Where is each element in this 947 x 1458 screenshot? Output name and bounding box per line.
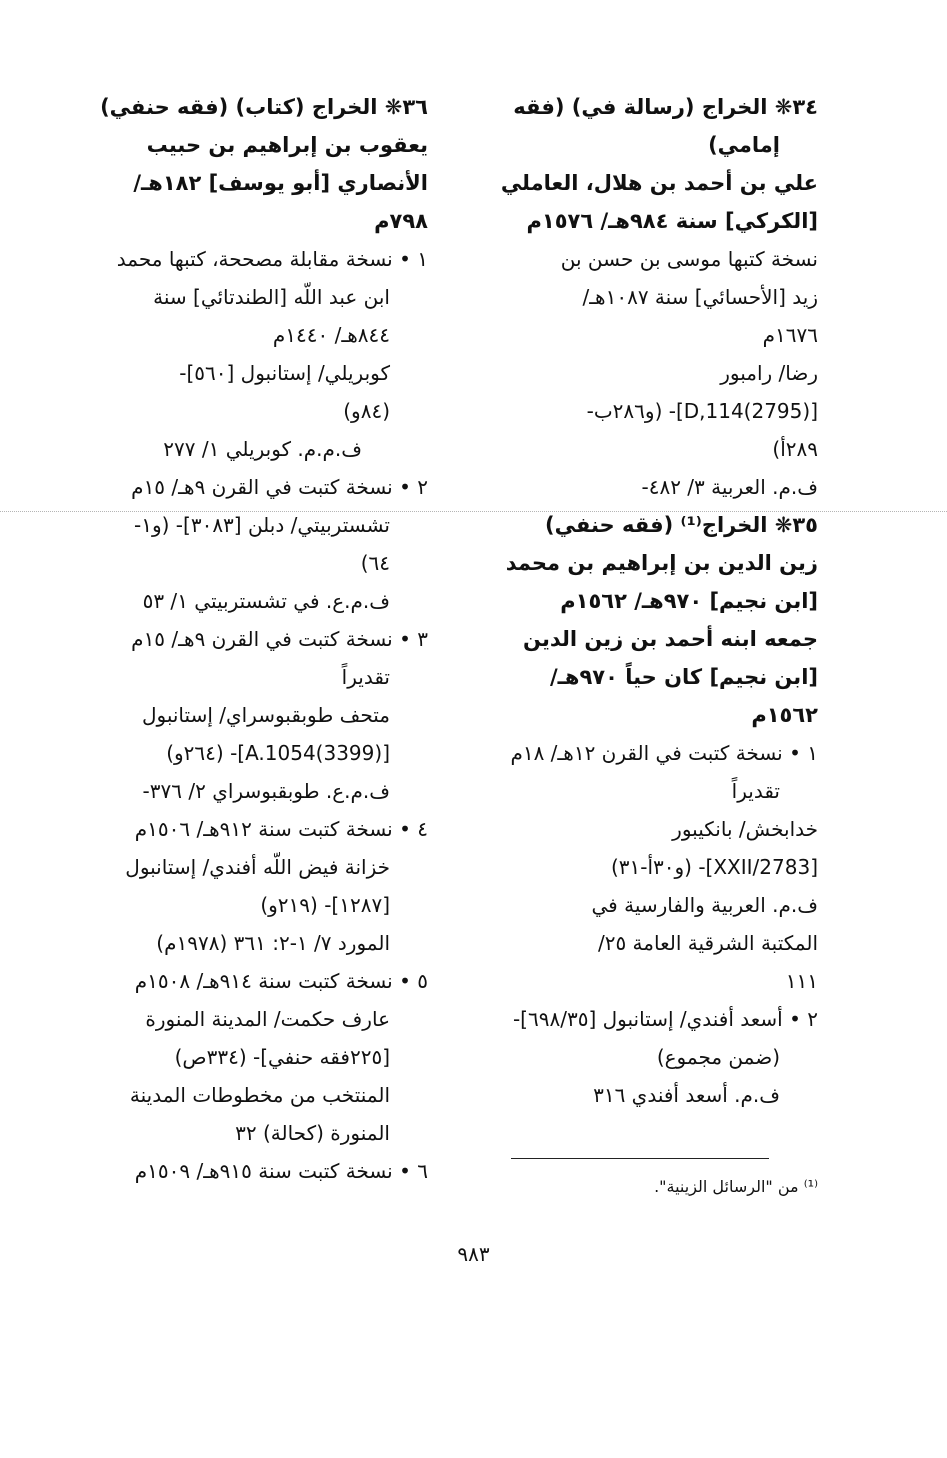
text-line-item-cont: [١٢٨٧]- (٢١٩و): [260, 893, 390, 917]
text-line-item-cont: [٢٢٥فقه حنفي]- (٣٣٤ص): [174, 1045, 390, 1069]
text-line-item-cont: ف.م.ع. طوبقبوسراي ٢/ ٣٧٦-: [142, 779, 390, 803]
text-line-item: ٢ • نسخة كتبت في القرن ٩هـ/ ١٥م: [131, 475, 428, 499]
text-line-author: جمعه ابنه أحمد بن زين الدين: [523, 627, 818, 651]
text-line-item-cont: المنتخب من مخطوطات المدينة: [129, 1083, 390, 1107]
text-line-item-cont: ٦٤): [360, 551, 390, 575]
text-line-heading: ٣٤❋ الخراج (رسالة في) (فقه: [513, 95, 818, 119]
right-column: [488, 88, 818, 1114]
text-line-author: ١٥٦٢م: [751, 703, 818, 727]
text-line-item-cont: متحف طوبقبوسراي/ إستانبول: [141, 703, 390, 727]
text-line-body: [D,114(2795)]- (و٢٨٦ب-: [586, 399, 818, 423]
text-line-item-cont: (٨٤و): [343, 399, 390, 423]
text-line-body: رضا/ رامبور: [720, 361, 818, 385]
text-line-author: [الكركي] سنة ٩٨٤هـ/ ١٥٧٦م: [526, 209, 818, 233]
text-line-item-cont: المنورة (كحالة) ٣٢: [235, 1121, 390, 1145]
text-line-body: زيد [الأحسائي] سنة ١٠٨٧هـ/: [582, 285, 818, 309]
text-line-item-cont2: ف.م.م. كوبريلي ١/ ٢٧٧: [163, 437, 362, 461]
text-line-heading: ٣٦❋ الخراج (كتاب) (فقه حنفي): [100, 95, 428, 119]
text-line-item-cont: المورد ٧/ ١-٢: ٣٦١ (١٩٧٨م): [156, 931, 390, 955]
text-line-body: ١٦٧٦م: [762, 323, 818, 347]
text-line-item-cont: [A.1054(3399)]- (٢٦٤و): [166, 741, 390, 765]
text-line-item-cont: كوبريلي/ إستانبول [٥٦٠]-: [179, 361, 390, 385]
text-line-author: زين الدين بن إبراهيم بن محمد: [505, 551, 818, 575]
text-line-author: علي بن أحمد بن هلال، العاملي: [500, 171, 818, 195]
text-line-item-cont: ف.م.ع. في تشستربيتي ١/ ٥٣: [142, 589, 390, 613]
footnote-rule: [511, 1158, 769, 1159]
text-line-body: ١١١: [785, 969, 818, 993]
text-line-item-cont: ف.م. أسعد أفندي ٣١٦: [593, 1083, 780, 1107]
text-line-item-cont: تقديراً: [731, 779, 780, 803]
text-line-author: ٧٩٨م: [374, 209, 428, 233]
text-line-item-cont: تقديراً: [341, 665, 390, 689]
text-line-item: ٥ • نسخة كتبت سنة ٩١٤هـ/ ١٥٠٨م: [134, 969, 428, 993]
text-line-item: ١ • نسخة مقابلة مصححة، كتبها محمد: [116, 247, 428, 271]
left-column: [100, 88, 428, 1190]
text-line-heading: ٣٥❋ الخراج⁽¹⁾ (فقه حنفي): [545, 513, 818, 537]
text-line-body: ف.م. العربية والفارسية في: [591, 893, 818, 917]
text-line-body: [XXII/2783]- (و٣٠أ-٣١): [610, 855, 818, 879]
text-line-body: ٢٨٩أ): [772, 437, 818, 461]
text-line-item-cont: (ضمن مجموع): [656, 1045, 780, 1069]
text-line-item-cont: ابن عبد اللّه [الطندتائي] سنة: [153, 285, 390, 309]
text-line-author: [ابن نجيم] ٩٧٠هـ/ ١٥٦٢م: [560, 589, 818, 613]
text-line-item: ٢ • أسعد أفندي/ إستانبول [٦٩٨/٣٥]-: [512, 1007, 818, 1031]
footnote: ⁽¹⁾ من "الرسائل الزينية".: [654, 1177, 818, 1196]
text-line-body: المكتبة الشرقية العامة ٢٥/: [597, 931, 818, 955]
text-line-author: [ابن نجيم] كان حياً ٩٧٠هـ/: [550, 665, 818, 689]
text-line-item-cont: تشستربيتي/ دبلن [٣٠٨٣]- (و١-: [134, 513, 390, 537]
page-number: ٩٨٣: [457, 1242, 490, 1266]
text-line-author: يعقوب بن إبراهيم بن حبيب: [146, 133, 428, 157]
text-line-body: خدابخش/ بانكيبور: [672, 817, 818, 841]
text-line-item-cont: عارف حكمت/ المدينة المنورة: [145, 1007, 390, 1031]
text-line-item: ٤ • نسخة كتبت سنة ٩١٢هـ/ ١٥٠٦م: [134, 817, 428, 841]
text-line-item-cont: خزانة فيض اللّه أفندي/ إستانبول: [125, 855, 390, 879]
text-line-author: الأنصاري [أبو يوسف] ١٨٢هـ/: [133, 171, 428, 195]
text-line-item: ١ • نسخة كتبت في القرن ١٢هـ/ ١٨م: [510, 741, 818, 765]
text-line-item: ٦ • نسخة كتبت سنة ٩١٥هـ/ ١٥٠٩م: [134, 1159, 428, 1183]
text-line-body: ف.م. العربية ٣/ ٤٨٢-: [641, 475, 818, 499]
text-line-item: ٣ • نسخة كتبت في القرن ٩هـ/ ١٥م: [131, 627, 428, 651]
text-line-heading-cont: إمامي): [708, 133, 780, 157]
text-line-body: نسخة كتبها موسى بن حسن بن: [560, 247, 818, 271]
text-line-item-cont: ٨٤٤هـ/ ١٤٤٠م: [272, 323, 390, 347]
